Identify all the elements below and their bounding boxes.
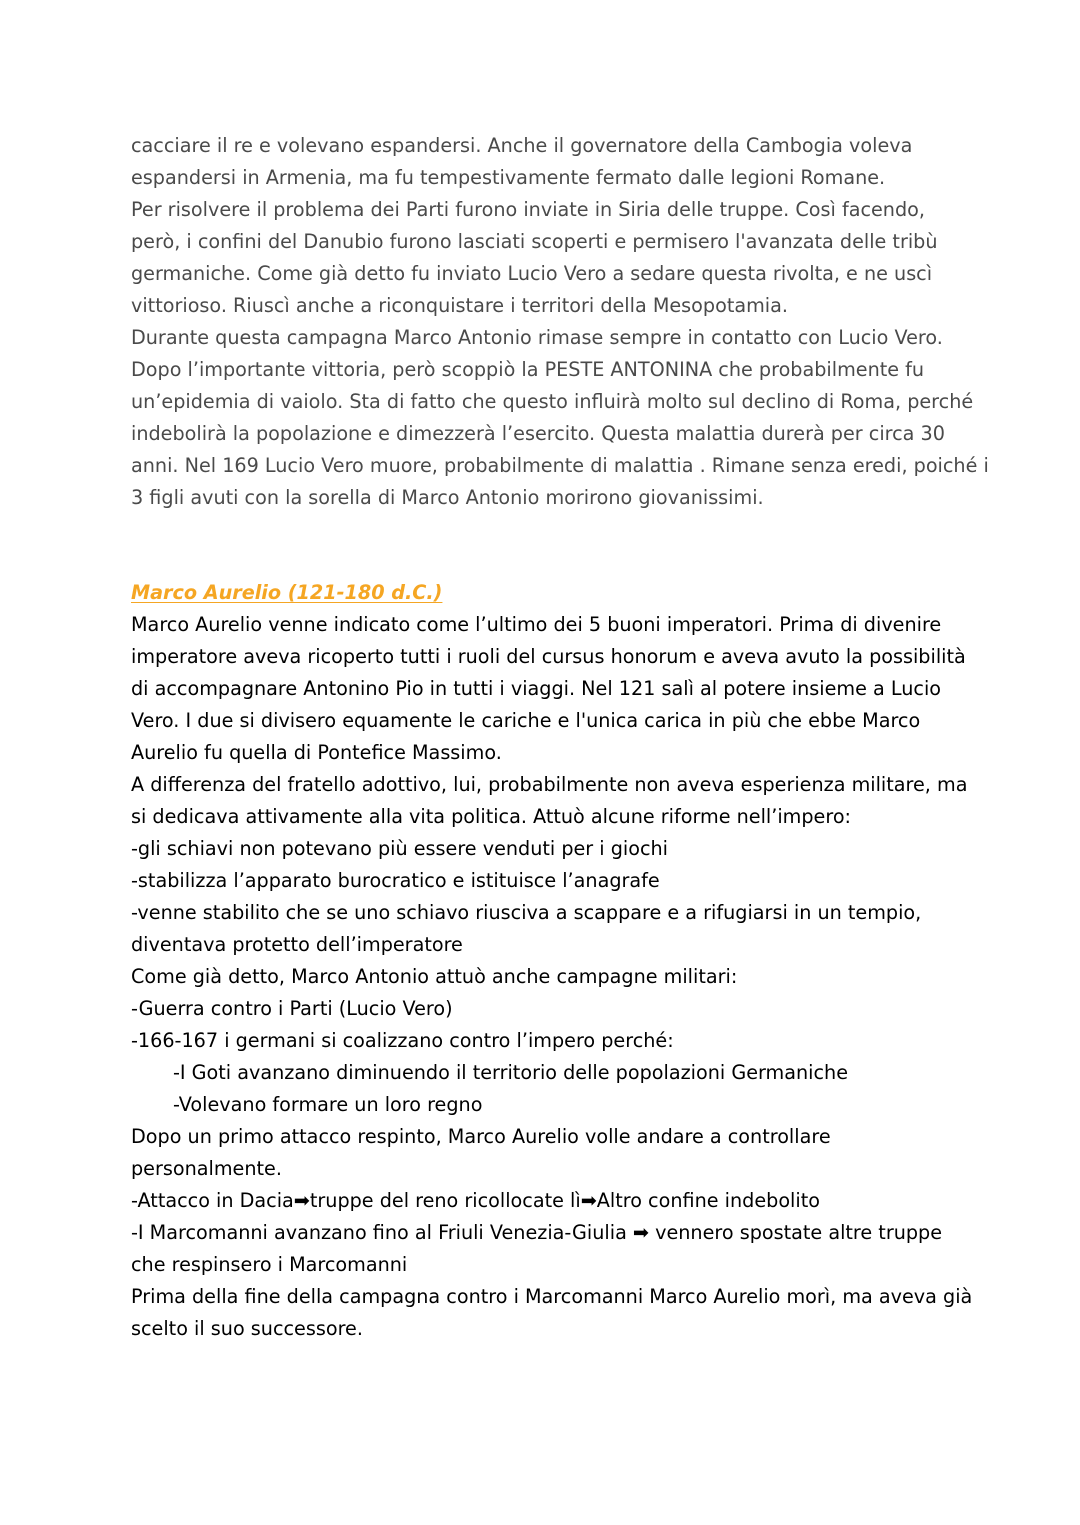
sub-list-item: -I Goti avanzano diminuendo il territorio delle popolazioni Germaniche [173,1061,849,1084]
text-line: Per risolvere il problema dei Parti furono inviate in Siria delle truppe. Così facendo, [131,198,925,221]
paragraph-parti-campaign [131,130,989,514]
text-line: Marco Aurelio venne indicato come l’ultimo dei 5 buoni imperatori. Prima di divenire [131,613,942,636]
text-line: 3 figli avuti con la sorella di Marco Antonio morirono giovanissimi. [131,486,764,509]
list-item: -gli schiavi non potevano più essere venduti per i giochi [131,837,669,860]
text-line: diventava protetto dell’imperatore [131,933,463,956]
list-item: -stabilizza l’apparato burocratico e istituisce l’anagrafe [131,869,660,892]
list-item: -I Marcomanni avanzano fino al Friuli Venezia-Giulia ➡ vennero spostate altre truppe [131,1221,943,1244]
text-line: Dopo l’importante vittoria, però scoppiò la PESTE ANTONINA che probabilmente fu [131,358,925,381]
text-line: Vero. I due si divisero equamente le cariche e l'unica carica in più che ebbe Marco [131,709,921,732]
text-line: Aurelio fu quella di Pontefice Massimo. [131,741,502,764]
text-line: che respinsero i Marcomanni [131,1253,408,1276]
text-line: indebolirà la popolazione e dimezzerà l’esercito. Questa malattia durerà per circa 30 [131,422,945,445]
text-line: un’epidemia di vaiolo. Sta di fatto che questo influirà molto sul declino di Roma, perché [131,390,974,413]
text-line: personalmente. [131,1157,282,1180]
text-line: imperatore aveva ricoperto tutti i ruoli del cursus honorum e aveva avuto la possibilità [131,645,966,668]
text-line: A differenza del fratello adottivo, lui, probabilmente non aveva esperienza militare, ma [131,773,968,796]
text-line: di accompagnare Antonino Pio in tutti i viaggi. Nel 121 salì al potere insieme a Lucio [131,677,942,700]
list-item: -Guerra contro i Parti (Lucio Vero) [131,997,453,1020]
text-line: anni. Nel 169 Lucio Vero muore, probabilmente di malattia . Rimane senza eredi, poiché i [131,454,989,477]
sub-list-item: -Volevano formare un loro regno [173,1093,483,1116]
text-line: espandersi in Armenia, ma fu tempestivamente fermato dalle legioni Romane. [131,166,886,189]
section-marco-aurelio [131,577,973,1345]
text-line: germaniche. Come già detto fu inviato Lucio Vero a sedare questa rivolta, e ne uscì [131,262,933,285]
list-item: -Attacco in Dacia➡truppe del reno ricollocate lì➡Altro confine indebolito [131,1189,820,1212]
text-line: Dopo un primo attacco respinto, Marco Aurelio volle andare a controllare [131,1125,831,1148]
text-line: vittorioso. Riuscì anche a riconquistare i territori della Mesopotamia. [131,294,788,317]
list-item: -166-167 i germani si coalizzano contro l’impero perché: [131,1029,674,1052]
text-line: cacciare il re e volevano espandersi. Anche il governatore della Cambogia voleva [131,134,913,157]
text-line: scelto il suo successore. [131,1317,363,1340]
text-line: Durante questa campagna Marco Antonio rimase sempre in contatto con Lucio Vero. [131,326,943,349]
list-item: -venne stabilito che se uno schiavo riusciva a scappare e a rifugiarsi in un tempio, [131,901,922,924]
text-line: si dedicava attivamente alla vita politica. Attuò alcune riforme nell’impero: [131,805,852,828]
section-heading: Marco Aurelio (121-180 d.C.) [131,581,443,604]
text-line: Come già detto, Marco Antonio attuò anche campagne militari: [131,965,738,988]
text-line: però, i confini del Danubio furono lasciati scoperti e permisero l'avanzata delle tribù [131,230,938,253]
text-line: Prima della fine della campagna contro i Marcomanni Marco Aurelio morì, ma aveva già [131,1285,973,1308]
